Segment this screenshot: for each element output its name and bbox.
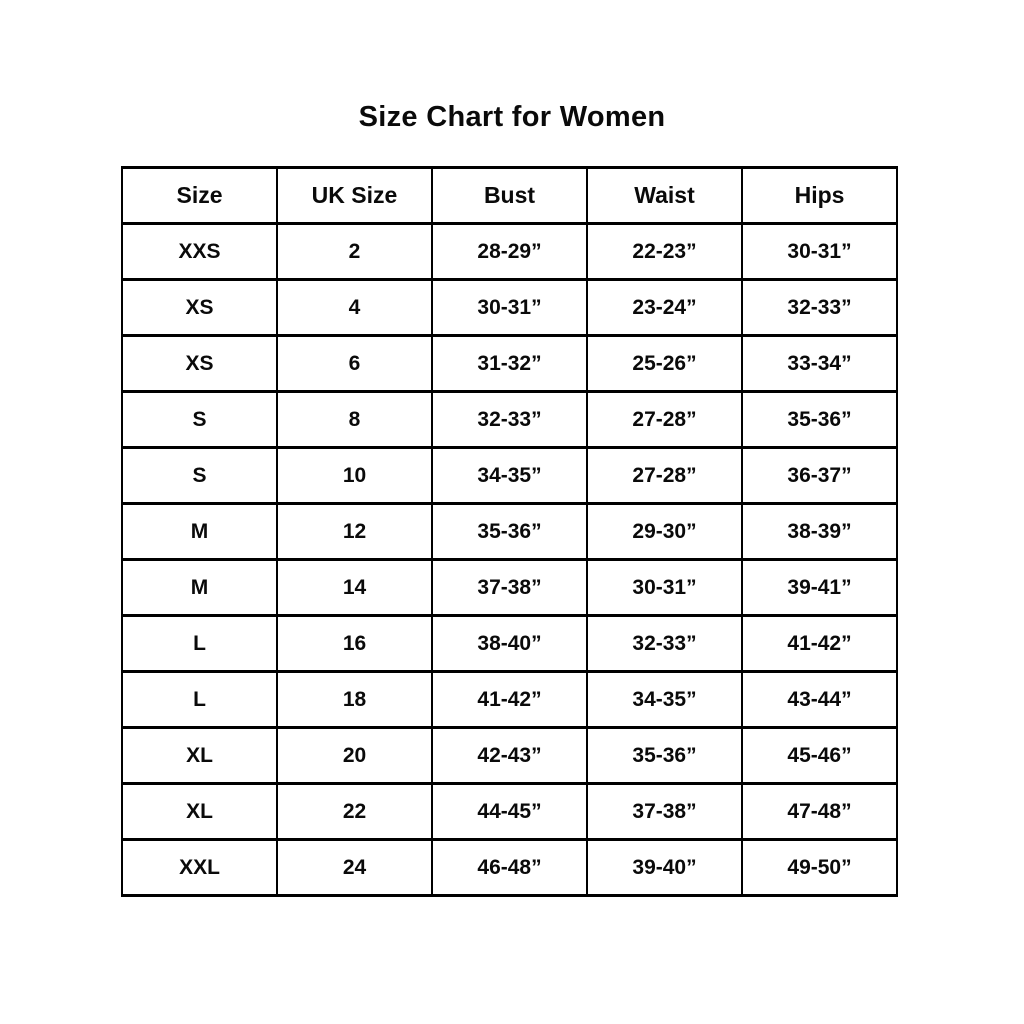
table-cell-waist: 29-30” (587, 504, 742, 560)
table-cell-waist: 27-28” (587, 448, 742, 504)
table-row (122, 728, 897, 784)
column-header-size: Size (122, 168, 277, 224)
table-cell-uk-size: 8 (277, 392, 432, 448)
table-cell-bust: 41-42” (432, 672, 587, 728)
table-cell-bust: 35-36” (432, 504, 587, 560)
table-body (122, 224, 897, 896)
table-cell-uk-size: 24 (277, 840, 432, 896)
table-row (122, 616, 897, 672)
table-cell-uk-size: 10 (277, 448, 432, 504)
table-cell-size: M (122, 560, 277, 616)
table-cell-waist: 27-28” (587, 392, 742, 448)
table-cell-uk-size: 18 (277, 672, 432, 728)
table-cell-hips: 36-37” (742, 448, 897, 504)
table-cell-uk-size: 12 (277, 504, 432, 560)
table-cell-hips: 43-44” (742, 672, 897, 728)
table-cell-waist: 34-35” (587, 672, 742, 728)
table-cell-bust: 34-35” (432, 448, 587, 504)
table-cell-bust: 44-45” (432, 784, 587, 840)
table-cell-size: L (122, 616, 277, 672)
table-cell-size: M (122, 504, 277, 560)
table-cell-waist: 22-23” (587, 224, 742, 280)
table-cell-uk-size: 20 (277, 728, 432, 784)
table-row (122, 784, 897, 840)
column-header-hips: Hips (742, 168, 897, 224)
table-row (122, 448, 897, 504)
table-cell-bust: 37-38” (432, 560, 587, 616)
column-header-waist: Waist (587, 168, 742, 224)
column-header-bust: Bust (432, 168, 587, 224)
table-row (122, 224, 897, 280)
table-cell-uk-size: 4 (277, 280, 432, 336)
table-row (122, 840, 897, 896)
table-row (122, 504, 897, 560)
table-cell-hips: 47-48” (742, 784, 897, 840)
table-row (122, 336, 897, 392)
column-header-uk-size: UK Size (277, 168, 432, 224)
table-header (122, 168, 897, 224)
table-cell-hips: 39-41” (742, 560, 897, 616)
table-row (122, 392, 897, 448)
table-cell-waist: 30-31” (587, 560, 742, 616)
table-cell-hips: 33-34” (742, 336, 897, 392)
size-chart-table (121, 166, 898, 897)
table-cell-uk-size: 16 (277, 616, 432, 672)
table-cell-hips: 41-42” (742, 616, 897, 672)
table-cell-waist: 23-24” (587, 280, 742, 336)
table-cell-bust: 31-32” (432, 336, 587, 392)
table-cell-hips: 49-50” (742, 840, 897, 896)
table-cell-waist: 37-38” (587, 784, 742, 840)
table-cell-uk-size: 2 (277, 224, 432, 280)
table-cell-waist: 32-33” (587, 616, 742, 672)
table-cell-size: L (122, 672, 277, 728)
table-cell-size: XL (122, 784, 277, 840)
page-title: Size Chart for Women (358, 101, 666, 133)
table-cell-bust: 28-29” (432, 224, 587, 280)
table-cell-size: XS (122, 280, 277, 336)
table-cell-hips: 45-46” (742, 728, 897, 784)
table-cell-uk-size: 22 (277, 784, 432, 840)
table-row (122, 280, 897, 336)
table-cell-uk-size: 14 (277, 560, 432, 616)
table-cell-waist: 35-36” (587, 728, 742, 784)
table-cell-size: XXS (122, 224, 277, 280)
table-header-row (122, 168, 897, 224)
table-cell-hips: 32-33” (742, 280, 897, 336)
table-cell-bust: 30-31” (432, 280, 587, 336)
table-cell-bust: 32-33” (432, 392, 587, 448)
table-cell-size: S (122, 448, 277, 504)
table-cell-waist: 25-26” (587, 336, 742, 392)
table-cell-hips: 30-31” (742, 224, 897, 280)
table-cell-bust: 46-48” (432, 840, 587, 896)
table-cell-bust: 42-43” (432, 728, 587, 784)
table-row (122, 560, 897, 616)
table-cell-size: S (122, 392, 277, 448)
table-cell-hips: 38-39” (742, 504, 897, 560)
table-cell-size: XS (122, 336, 277, 392)
table-cell-size: XXL (122, 840, 277, 896)
table-cell-waist: 39-40” (587, 840, 742, 896)
table-row (122, 672, 897, 728)
table-cell-bust: 38-40” (432, 616, 587, 672)
table-cell-size: XL (122, 728, 277, 784)
table-cell-hips: 35-36” (742, 392, 897, 448)
table-cell-uk-size: 6 (277, 336, 432, 392)
